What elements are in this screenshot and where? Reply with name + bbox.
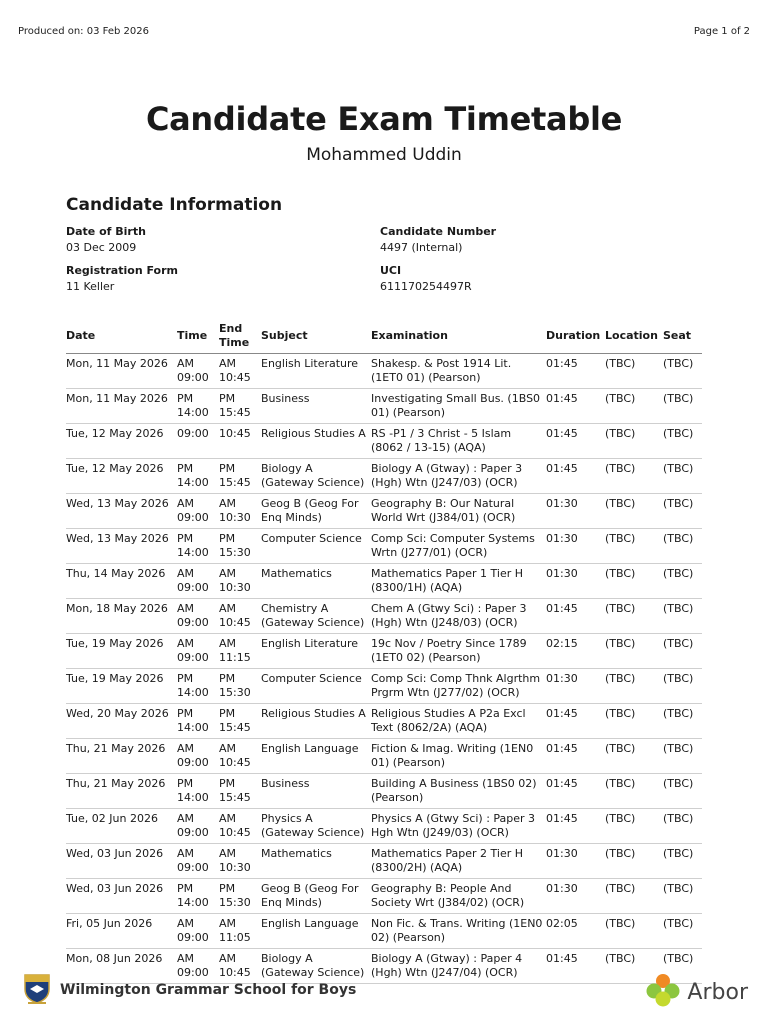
cell-seat: (TBC) — [663, 949, 702, 984]
cell-location: (TBC) — [605, 529, 663, 564]
cell-duration: 02:15 — [546, 634, 605, 669]
dob-block — [66, 224, 146, 256]
cell-time: AM 09:00 — [177, 634, 219, 669]
cell-examination: Non Fic. & Trans. Writing (1EN0 02) (Pearson) — [371, 914, 546, 949]
school-name: Wilmington Grammar School for Boys — [60, 982, 357, 998]
cell-time: PM 14:00 — [177, 774, 219, 809]
cell-duration: 01:30 — [546, 844, 605, 879]
cell-end-time: AM 10:45 — [219, 599, 261, 634]
cell-location: (TBC) — [605, 949, 663, 984]
cell-examination: Comp Sci: Computer Systems Wrtn (J277/01) (OCR) — [371, 529, 546, 564]
cell-seat: (TBC) — [663, 739, 702, 774]
cell-duration: 01:30 — [546, 564, 605, 599]
cell-seat: (TBC) — [663, 844, 702, 879]
school-branding — [22, 972, 356, 1008]
cell-seat: (TBC) — [663, 809, 702, 844]
cell-location: (TBC) — [605, 669, 663, 704]
cell-subject: Business — [261, 389, 371, 424]
cell-time: AM 09:00 — [177, 949, 219, 984]
cell-duration: 02:05 — [546, 914, 605, 949]
cell-seat: (TBC) — [663, 879, 702, 914]
cell-examination: Mathematics Paper 2 Tier H (8300/2H) (AQA) — [371, 844, 546, 879]
candidate-number-block — [380, 224, 496, 256]
column-header-location: Location — [605, 320, 663, 354]
page-title: Candidate Exam Timetable — [145, 100, 623, 138]
cell-examination: Mathematics Paper 1 Tier H (8300/1H) (AQA) — [371, 564, 546, 599]
cell-seat: (TBC) — [663, 669, 702, 704]
cell-duration: 01:45 — [546, 809, 605, 844]
column-header-examination: Examination — [371, 320, 546, 354]
table-row — [66, 669, 702, 704]
table-row — [66, 424, 702, 459]
cell-date: Tue, 19 May 2026 — [66, 634, 177, 669]
cell-time: PM 14:00 — [177, 704, 219, 739]
cell-examination: RS -P1 / 3 Christ - 5 Islam (8062 / 13-15) (AQA) — [371, 424, 546, 459]
cell-location: (TBC) — [605, 879, 663, 914]
cell-duration: 01:45 — [546, 704, 605, 739]
cell-duration: 01:30 — [546, 669, 605, 704]
cell-duration: 01:45 — [546, 949, 605, 984]
cell-date: Mon, 11 May 2026 — [66, 354, 177, 389]
cell-end-time: PM 15:30 — [219, 879, 261, 914]
cell-date: Mon, 08 Jun 2026 — [66, 949, 177, 984]
uci-block — [380, 263, 472, 295]
cell-time: AM 09:00 — [177, 354, 219, 389]
cell-location: (TBC) — [605, 739, 663, 774]
cell-end-time: 10:45 — [219, 424, 261, 459]
table-row — [66, 634, 702, 669]
cell-end-time: PM 15:45 — [219, 389, 261, 424]
cell-time: PM 14:00 — [177, 389, 219, 424]
candidate-info-heading: Candidate Information — [66, 195, 283, 215]
candidate-number-value: 4497 (Internal) — [380, 241, 463, 254]
dob-value: 03 Dec 2009 — [66, 241, 137, 254]
cell-examination: Chem A (Gtwy Sci) : Paper 3 (Hgh) Wtn (J248/03) (OCR) — [371, 599, 546, 634]
cell-date: Tue, 12 May 2026 — [66, 424, 177, 459]
cell-examination: Physics A (Gtwy Sci) : Paper 3 Hgh Wtn (J249/03) (OCR) — [371, 809, 546, 844]
table-header-row — [66, 320, 702, 354]
cell-duration: 01:45 — [546, 774, 605, 809]
cell-location: (TBC) — [605, 564, 663, 599]
column-header-seat: Seat — [663, 320, 702, 354]
column-header-end-time: End Time — [219, 320, 261, 354]
cell-date: Wed, 03 Jun 2026 — [66, 879, 177, 914]
cell-date: Tue, 02 Jun 2026 — [66, 809, 177, 844]
cell-seat: (TBC) — [663, 704, 702, 739]
cell-seat: (TBC) — [663, 914, 702, 949]
column-header-subject: Subject — [261, 320, 371, 354]
cell-subject: Biology A (Gateway Science) — [261, 459, 371, 494]
cell-seat: (TBC) — [663, 634, 702, 669]
table-row — [66, 809, 702, 844]
cell-subject: Business — [261, 774, 371, 809]
cell-date: Mon, 18 May 2026 — [66, 599, 177, 634]
cell-date: Mon, 11 May 2026 — [66, 389, 177, 424]
cell-subject: Computer Science — [261, 529, 371, 564]
cell-time: PM 14:00 — [177, 459, 219, 494]
cell-time: AM 09:00 — [177, 599, 219, 634]
cell-time: AM 09:00 — [177, 914, 219, 949]
table-row — [66, 774, 702, 809]
cell-duration: 01:30 — [546, 879, 605, 914]
cell-end-time: AM 10:30 — [219, 494, 261, 529]
table-row — [66, 599, 702, 634]
cell-end-time: AM 11:15 — [219, 634, 261, 669]
cell-duration: 01:45 — [546, 389, 605, 424]
cell-examination: Biology A (Gtway) : Paper 3 (Hgh) Wtn (J247/03) (OCR) — [371, 459, 546, 494]
column-header-duration: Duration — [546, 320, 605, 354]
table-body — [66, 354, 702, 984]
cell-end-time: PM 15:45 — [219, 774, 261, 809]
candidate-number-label: Candidate Number — [380, 225, 497, 238]
cell-date: Fri, 05 Jun 2026 — [66, 914, 177, 949]
table-row — [66, 914, 702, 949]
cell-date: Thu, 21 May 2026 — [66, 739, 177, 774]
column-header-date: Date — [66, 320, 177, 354]
cell-date: Wed, 20 May 2026 — [66, 704, 177, 739]
cell-seat: (TBC) — [663, 354, 702, 389]
cell-time: AM 09:00 — [177, 844, 219, 879]
arbor-wordmark: Arbor — [687, 979, 748, 1005]
cell-subject: Mathematics — [261, 564, 371, 599]
cell-subject: Religious Studies A — [261, 424, 371, 459]
cell-end-time: AM 10:45 — [219, 809, 261, 844]
cell-end-time: PM 15:30 — [219, 669, 261, 704]
cell-examination: Religious Studies A P2a Excl Text (8062/2A) (AQA) — [371, 704, 546, 739]
exam-timetable — [66, 320, 702, 984]
cell-examination: Comp Sci: Comp Thnk Algrthm Prgrm Wtn (J277/02) (OCR) — [371, 669, 546, 704]
cell-location: (TBC) — [605, 389, 663, 424]
registration-form-block — [66, 263, 178, 295]
cell-date: Thu, 14 May 2026 — [66, 564, 177, 599]
table-row — [66, 389, 702, 424]
cell-seat: (TBC) — [663, 529, 702, 564]
uci-value: 611170254497R — [380, 280, 472, 293]
cell-end-time: AM 11:05 — [219, 914, 261, 949]
cell-location: (TBC) — [605, 494, 663, 529]
cell-location: (TBC) — [605, 599, 663, 634]
cell-seat: (TBC) — [663, 389, 702, 424]
cell-duration: 01:45 — [546, 354, 605, 389]
cell-examination: Investigating Small Bus. (1BS0 01) (Pearson) — [371, 389, 546, 424]
cell-seat: (TBC) — [663, 564, 702, 599]
candidate-name: Mohammed Uddin — [306, 145, 462, 165]
cell-time: 09:00 — [177, 424, 219, 459]
cell-end-time: PM 15:30 — [219, 529, 261, 564]
cell-examination: Geography B: People And Society Wrt (J384/02) (OCR) — [371, 879, 546, 914]
registration-form-label: Registration Form — [66, 264, 178, 277]
cell-subject: English Literature — [261, 354, 371, 389]
cell-seat: (TBC) — [663, 459, 702, 494]
cell-time: AM 09:00 — [177, 494, 219, 529]
cell-date: Tue, 19 May 2026 — [66, 669, 177, 704]
cell-date: Tue, 12 May 2026 — [66, 459, 177, 494]
cell-examination: Building A Business (1BS0 02) (Pearson) — [371, 774, 546, 809]
cell-end-time: PM 15:45 — [219, 704, 261, 739]
cell-end-time: AM 10:45 — [219, 949, 261, 984]
arbor-branding — [645, 972, 748, 1012]
cell-location: (TBC) — [605, 844, 663, 879]
cell-location: (TBC) — [605, 809, 663, 844]
cell-duration: 01:45 — [546, 599, 605, 634]
cell-duration: 01:30 — [546, 494, 605, 529]
cell-time: AM 09:00 — [177, 564, 219, 599]
cell-location: (TBC) — [605, 914, 663, 949]
cell-end-time: AM 10:30 — [219, 844, 261, 879]
cell-location: (TBC) — [605, 704, 663, 739]
cell-duration: 01:45 — [546, 424, 605, 459]
cell-date: Thu, 21 May 2026 — [66, 774, 177, 809]
cell-date: Wed, 03 Jun 2026 — [66, 844, 177, 879]
cell-subject: Geog B (Geog For Enq Minds) — [261, 879, 371, 914]
column-header-time: Time — [177, 320, 219, 354]
table-row — [66, 879, 702, 914]
cell-subject: Computer Science — [261, 669, 371, 704]
cell-subject: Religious Studies A — [261, 704, 371, 739]
cell-time: AM 09:00 — [177, 739, 219, 774]
cell-subject: Biology A (Gateway Science) — [261, 949, 371, 984]
cell-location: (TBC) — [605, 774, 663, 809]
table-row — [66, 739, 702, 774]
cell-subject: English Language — [261, 914, 371, 949]
arbor-logo-icon — [645, 972, 683, 1012]
cell-end-time: PM 15:45 — [219, 459, 261, 494]
cell-seat: (TBC) — [663, 424, 702, 459]
cell-time: PM 14:00 — [177, 879, 219, 914]
cell-location: (TBC) — [605, 424, 663, 459]
cell-location: (TBC) — [605, 634, 663, 669]
cell-subject: Mathematics — [261, 844, 371, 879]
cell-seat: (TBC) — [663, 599, 702, 634]
page-header — [18, 26, 750, 37]
table-row — [66, 564, 702, 599]
cell-subject: Geog B (Geog For Enq Minds) — [261, 494, 371, 529]
cell-time: PM 14:00 — [177, 669, 219, 704]
cell-duration: 01:30 — [546, 529, 605, 564]
cell-end-time: AM 10:45 — [219, 739, 261, 774]
cell-date: Wed, 13 May 2026 — [66, 494, 177, 529]
table-row — [66, 494, 702, 529]
dob-label: Date of Birth — [66, 225, 146, 238]
cell-examination: Geography B: Our Natural World Wrt (J384/01) (OCR) — [371, 494, 546, 529]
cell-time: AM 09:00 — [177, 809, 219, 844]
cell-subject: English Language — [261, 739, 371, 774]
cell-examination: Biology A (Gtway) : Paper 4 (Hgh) Wtn (J247/04) (OCR) — [371, 949, 546, 984]
cell-examination: 19c Nov / Poetry Since 1789 (1ET0 02) (Pearson) — [371, 634, 546, 669]
school-crest-icon — [22, 971, 52, 1009]
cell-duration: 01:45 — [546, 459, 605, 494]
table-row — [66, 529, 702, 564]
cell-examination: Fiction & Imag. Writing (1EN0 01) (Pearson) — [371, 739, 546, 774]
cell-duration: 01:45 — [546, 739, 605, 774]
cell-date: Wed, 13 May 2026 — [66, 529, 177, 564]
page-number-text: Page 1 of 2 — [693, 26, 750, 37]
cell-seat: (TBC) — [663, 494, 702, 529]
cell-examination: Shakesp. & Post 1914 Lit. (1ET0 01) (Pearson) — [371, 354, 546, 389]
table-row — [66, 704, 702, 739]
cell-seat: (TBC) — [663, 774, 702, 809]
cell-subject: Chemistry A (Gateway Science) — [261, 599, 371, 634]
cell-subject: Physics A (Gateway Science) — [261, 809, 371, 844]
registration-form-value: 11 Keller — [66, 280, 115, 293]
cell-location: (TBC) — [605, 354, 663, 389]
table-row — [66, 844, 702, 879]
cell-end-time: AM 10:30 — [219, 564, 261, 599]
table-row — [66, 354, 702, 389]
cell-end-time: AM 10:45 — [219, 354, 261, 389]
table-row — [66, 459, 702, 494]
cell-time: PM 14:00 — [177, 529, 219, 564]
cell-location: (TBC) — [605, 459, 663, 494]
produced-on-text: Produced on: 03 Feb 2026 — [18, 26, 149, 37]
cell-subject: English Literature — [261, 634, 371, 669]
uci-label: UCI — [380, 264, 402, 277]
